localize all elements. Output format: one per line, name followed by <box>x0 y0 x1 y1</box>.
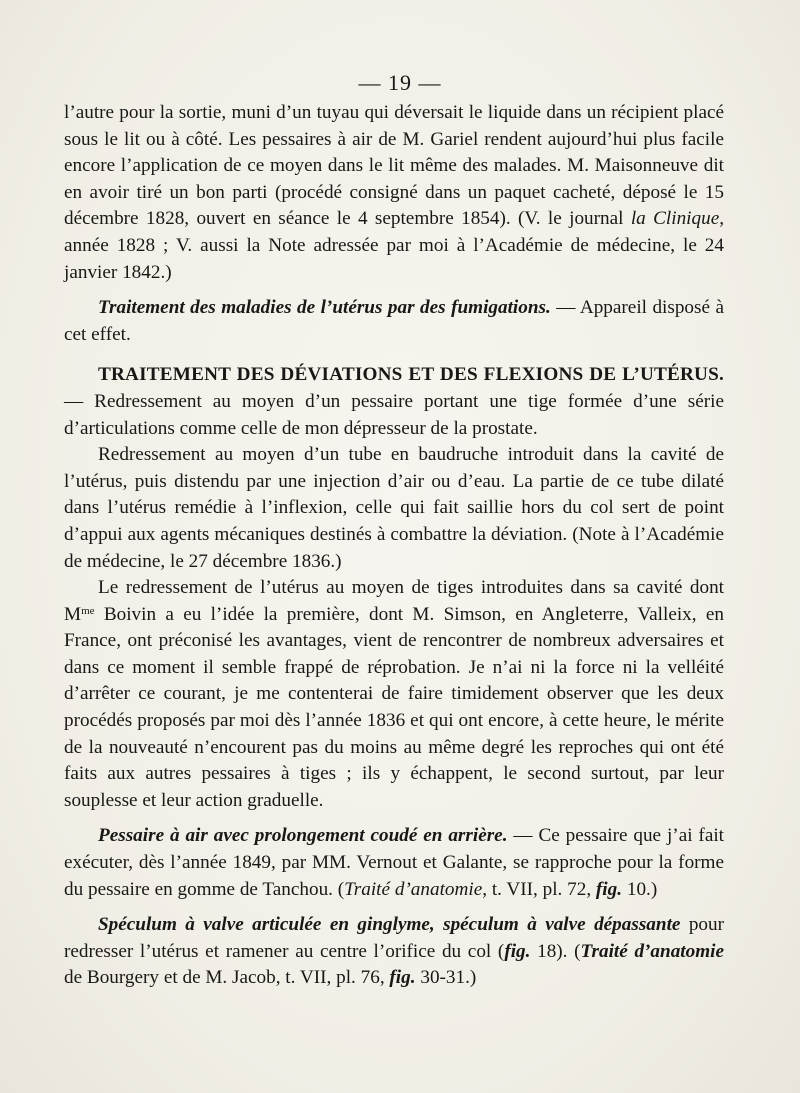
italic-lead: Pessaire à air avec prolongement coudé en arrière. <box>98 825 508 847</box>
fig-abbrev: fig. <box>389 967 416 989</box>
text-run: , année 1828 ; V. aussi la Note adressée par moi à l’Académie de médecine, le 24 janvier 1842.) <box>64 208 725 283</box>
paragraph-fumigations <box>64 295 724 348</box>
book-title: Traité d’anatomie <box>580 940 724 962</box>
text-run: — Redressement au moyen d’un pessaire portant une tige formée d’une série d’articulations comme celle de mon dépresseur de la prostate. <box>64 390 724 439</box>
text-run: de Bourgery et de M. Jacob, t. VII, pl. 76, <box>64 967 390 989</box>
text-run: , t. VII, pl. 72, <box>482 878 596 900</box>
text-run: Boivin a eu l’idée la première, dont M. Simson, en Angleterre, Valleix, en France, ont préconisé les avantages, vient de rencontrer de nombreux adversaires et dans ce moment il semble frappé de réprobation. Je n’ai ni la force ni la velléité d’arrêter ce courant, je me contenterai de faire timidement observer que les deux procédés proposés par moi dès l’année 1836 et qui ont encore, à cette heure, le mérite de la nouveauté n’encourent pas du moins au même degré les reproches qui ont été faits aux autres pessaires à tiges ; ils y échappent, le second surtout, par leur souplesse et leur action graduelle. <box>64 603 724 811</box>
paragraph-baudruche <box>64 442 724 575</box>
page-body <box>64 100 724 992</box>
superscript: me <box>81 604 95 617</box>
text-run: 30-31.) <box>415 967 477 989</box>
italic-lead: Traitement des maladies de l’utérus par des fumigations. <box>98 297 551 319</box>
text-run: — Appareil disposé à cet effet. <box>64 297 724 345</box>
section-heading: TRAITEMENT DES DÉVIATIONS ET DES FLEXIONS DE L’UTÉRUS. <box>98 364 724 386</box>
italic-lead: Spéculum à valve articulée en ginglyme, spéculum à valve dépassante <box>98 914 681 936</box>
paragraph-deviations <box>64 362 724 442</box>
paragraph-pessaire <box>64 823 724 903</box>
text-run: 18). ( <box>530 940 581 962</box>
text-run: Redressement au moyen d’un tube en baudruche introduit dans la cavité de l’utérus, puis distendu par une injection d’air ou d’eau. La partie de ce tube dilaté dans l’utérus remédie à l’inflexion, celle qui fait saillie hors du col sert de point d’appui aux agents mécaniques destinés à combattre la déviation. (Note à l’Académie de médecine, le 27 décembre 1836.) <box>64 444 724 572</box>
fig-abbrev: fig. <box>504 940 531 962</box>
text-run: 10.) <box>622 878 658 900</box>
paragraph-speculum <box>64 912 724 992</box>
fig-abbrev: fig. <box>595 878 623 900</box>
book-title: Traité d’anatomie <box>344 878 483 900</box>
text-run: pour redresser l’utérus et ramener au centre l’orifice du col ( <box>64 914 724 962</box>
page-number: — 19 — <box>358 70 442 95</box>
text-run: — Ce pessaire que j’ai fait exécuter, dès l’année 1849, par MM. Vernout et Galante, se rapproche pour la forme du pessaire en gomme de Tanchou. ( <box>64 825 724 900</box>
paragraph-redressement <box>64 575 724 814</box>
journal-title: la Clinique <box>630 208 720 230</box>
text-run: l’autre pour la sortie, muni d’un tuyau qui déversait le liquide dans un récipient placé sous le lit ou à côté. Les pessaires à air de M. Gariel rendent aujourd’hui plus facile encore l’application de ce moyen dans le lit même des malades. M. Maisonneuve dit en avoir tiré un bon parti (procédé consigné dans un paquet cacheté, déposé le 15 décembre 1828, ouvert en séance le 4 septembre 1854). (V. le journal <box>64 102 724 230</box>
paragraph-continuation <box>64 100 724 286</box>
text-run: Le redressement de l’utérus au moyen de tiges introduites dans sa cavité dont M <box>64 577 724 625</box>
